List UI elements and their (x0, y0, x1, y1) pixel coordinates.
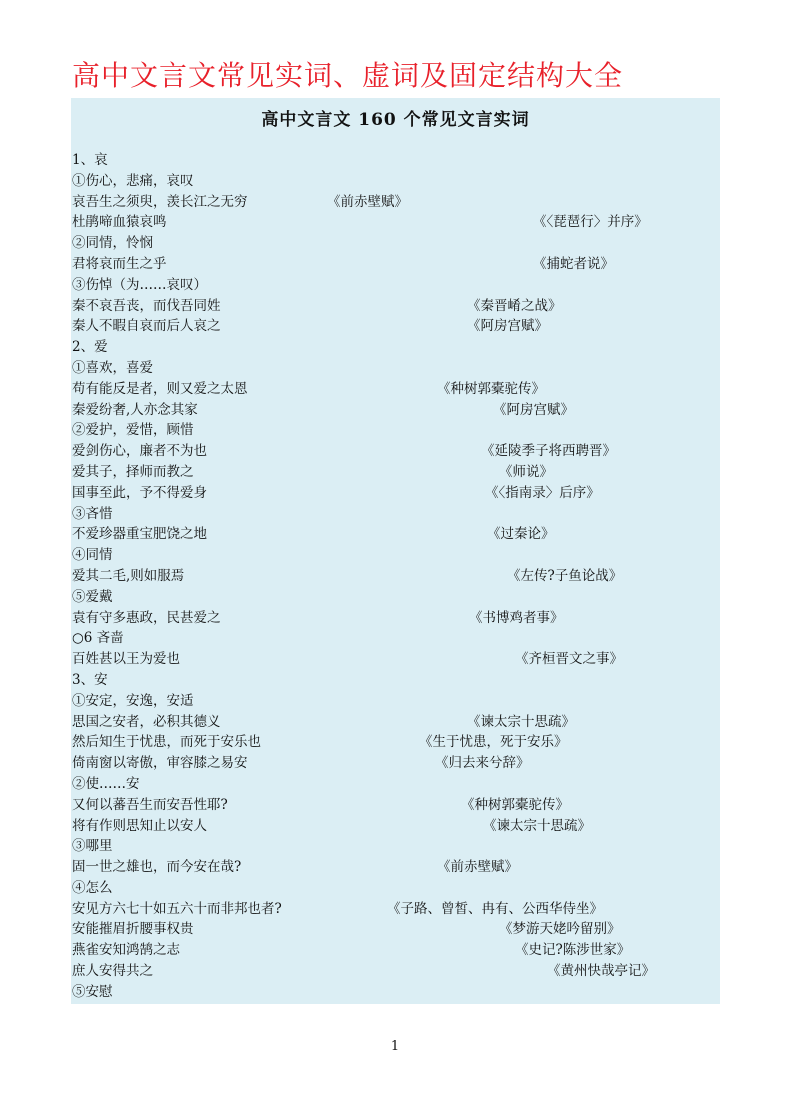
entry-line (71, 899, 720, 920)
source-citation: 《阿房宫赋》 (493, 401, 574, 418)
source-citation: 《过秦论》 (487, 526, 555, 543)
entry-text: ③吝惜 (72, 505, 113, 522)
entry-line (71, 379, 720, 400)
entry-text: ①安定，安逸，安适 (72, 692, 194, 709)
source-citation: 《子路、曾皙、冉有、公西华侍坐》 (387, 900, 603, 917)
source-citation: 《前赤壁赋》 (437, 859, 518, 876)
entry-line (71, 919, 720, 940)
entry-line (71, 275, 720, 296)
entry-text: 然后知生于忧患，而死于安乐也 (72, 734, 261, 751)
entry-line (71, 233, 720, 254)
entry-text: 爱其子，择师而教之 (72, 463, 194, 480)
entry-text: 又何以蕃吾生而安吾性耶? (72, 796, 228, 813)
entry-text: ○6 吝啬 (72, 630, 124, 647)
source-citation: 《〈琵琶行〉并序》 (533, 214, 648, 231)
entry-line (71, 483, 720, 504)
entry-line (71, 940, 720, 961)
entry-line (71, 212, 720, 233)
entry-line (71, 545, 720, 566)
entry-text: ④怎么 (72, 879, 113, 896)
entry-text: ⑤爱戴 (72, 588, 113, 605)
entry-line (71, 587, 720, 608)
entry-lines (71, 150, 720, 1003)
entry-text: 安能摧眉折腰事权贵 (72, 921, 194, 938)
entry-line (71, 649, 720, 670)
entry-line (71, 691, 720, 712)
entry-text: 袁有守多惠政，民甚爱之 (72, 609, 221, 626)
entry-text: 庶人安得共之 (72, 963, 153, 980)
entry-text: 秦不哀吾丧，而伐吾同姓 (72, 297, 221, 314)
source-citation: 《归去来兮辞》 (435, 755, 530, 772)
source-citation: 《生于忧患，死于安乐》 (419, 734, 568, 751)
source-citation: 《〈指南录〉后序》 (485, 484, 600, 501)
entry-line (71, 316, 720, 337)
source-citation: 《种树郭橐驼传》 (437, 380, 545, 397)
entry-line (71, 192, 720, 213)
entry-line (71, 337, 720, 358)
entry-line (71, 795, 720, 816)
source-citation: 《齐桓晋文之事》 (515, 651, 623, 668)
source-citation: 《书博鸡者事》 (469, 609, 564, 626)
entry-line (71, 961, 720, 982)
entry-text: 百姓甚以王为爱也 (72, 651, 180, 668)
entry-text: ④同情 (72, 547, 113, 564)
entry-text: 秦人不暇自哀而后人哀之 (72, 318, 221, 335)
source-citation: 《谏太宗十思疏》 (467, 713, 575, 730)
entry-text: ①伤心，悲痛，哀叹 (72, 172, 194, 189)
entry-line (71, 670, 720, 691)
entry-line (71, 400, 720, 421)
entry-line (71, 504, 720, 525)
entry-text: ①喜欢，喜爱 (72, 359, 153, 376)
entry-line (71, 608, 720, 629)
entry-line (71, 441, 720, 462)
entry-text: ②同情，怜悯 (72, 235, 153, 252)
entry-line (71, 296, 720, 317)
section-heading: 高中文言文 160 个常见文言实词 (261, 110, 530, 130)
vocabulary-panel (71, 98, 720, 1004)
entry-text: 将有作则思知止以安人 (72, 817, 207, 834)
entry-text: 爱其二毛,则如服焉 (72, 567, 185, 584)
entry-line (71, 420, 720, 441)
entry-text: 1、哀 (72, 152, 108, 168)
entry-line (71, 462, 720, 483)
entry-text: 爱剑伤心，廉者不为也 (72, 443, 207, 460)
entry-line (71, 774, 720, 795)
entry-text: 固一世之雄也，而今安在哉? (72, 859, 242, 876)
entry-text: 国事至此，予不得爱身 (72, 484, 207, 501)
source-citation: 《师说》 (499, 463, 553, 480)
source-citation: 《阿房宫赋》 (467, 318, 548, 335)
document-title: 高中文言文常见实词、虚词及固定结构大全 (72, 59, 624, 92)
entry-text: 2、爱 (72, 339, 108, 356)
entry-text: 苟有能反是者，则又爱之太恩 (72, 380, 248, 397)
source-citation: 《延陵季子将西聘晋》 (481, 443, 616, 460)
source-citation: 《秦晋崤之战》 (467, 297, 562, 314)
entry-text: 不爱珍器重宝肥饶之地 (72, 526, 207, 543)
entry-line (71, 878, 720, 899)
source-citation: 《黄州快哉亭记》 (547, 963, 655, 980)
entry-text: 杜鹃啼血猿哀鸣 (72, 214, 167, 231)
entry-text: 秦爱纷奢,人亦念其家 (72, 401, 198, 418)
entry-line (71, 982, 720, 1003)
entry-line (71, 753, 720, 774)
entry-line (71, 712, 720, 733)
entry-line (71, 150, 720, 171)
entry-text: ②使……安 (72, 775, 140, 792)
entry-line (71, 732, 720, 753)
entry-text: 倚南窗以寄傲，审容膝之易安 (72, 755, 248, 772)
entry-line (71, 816, 720, 837)
entry-line (71, 171, 720, 192)
entry-text: 安见方六七十如五六十而非邦也者? (72, 900, 282, 917)
source-citation: 《谏太宗十思疏》 (483, 817, 591, 834)
page-number: 1 (390, 1039, 400, 1054)
entry-text: 君将哀而生之乎 (72, 255, 167, 272)
entry-line (71, 254, 720, 275)
entry-text: 思国之安者，必积其德义 (72, 713, 221, 730)
entry-line (71, 358, 720, 379)
entry-text: 燕雀安知鸿鹄之志 (72, 942, 180, 959)
source-citation: 《梦游天姥吟留别》 (499, 921, 621, 938)
entry-line (71, 566, 720, 587)
entry-text: ⑤安慰 (72, 983, 113, 1000)
entry-line (71, 628, 720, 649)
source-citation: 《捕蛇者说》 (533, 255, 614, 272)
source-citation: 《史记?陈涉世家》 (515, 942, 631, 959)
entry-text: ③哪里 (72, 838, 113, 855)
entry-line (71, 857, 720, 878)
entry-line (71, 836, 720, 857)
entry-text: 3、安 (72, 671, 108, 688)
source-citation: 《前赤壁赋》 (327, 193, 408, 210)
entry-text: ②爱护，爱惜，顾惜 (72, 422, 194, 439)
source-citation: 《种树郭橐驼传》 (461, 796, 569, 813)
entry-text: ③伤悼（为……哀叹） (72, 276, 207, 293)
entry-line (71, 524, 720, 545)
source-citation: 《左传?子鱼论战》 (507, 567, 623, 584)
entry-text: 哀吾生之须臾，羡长江之无穷 (72, 193, 248, 210)
